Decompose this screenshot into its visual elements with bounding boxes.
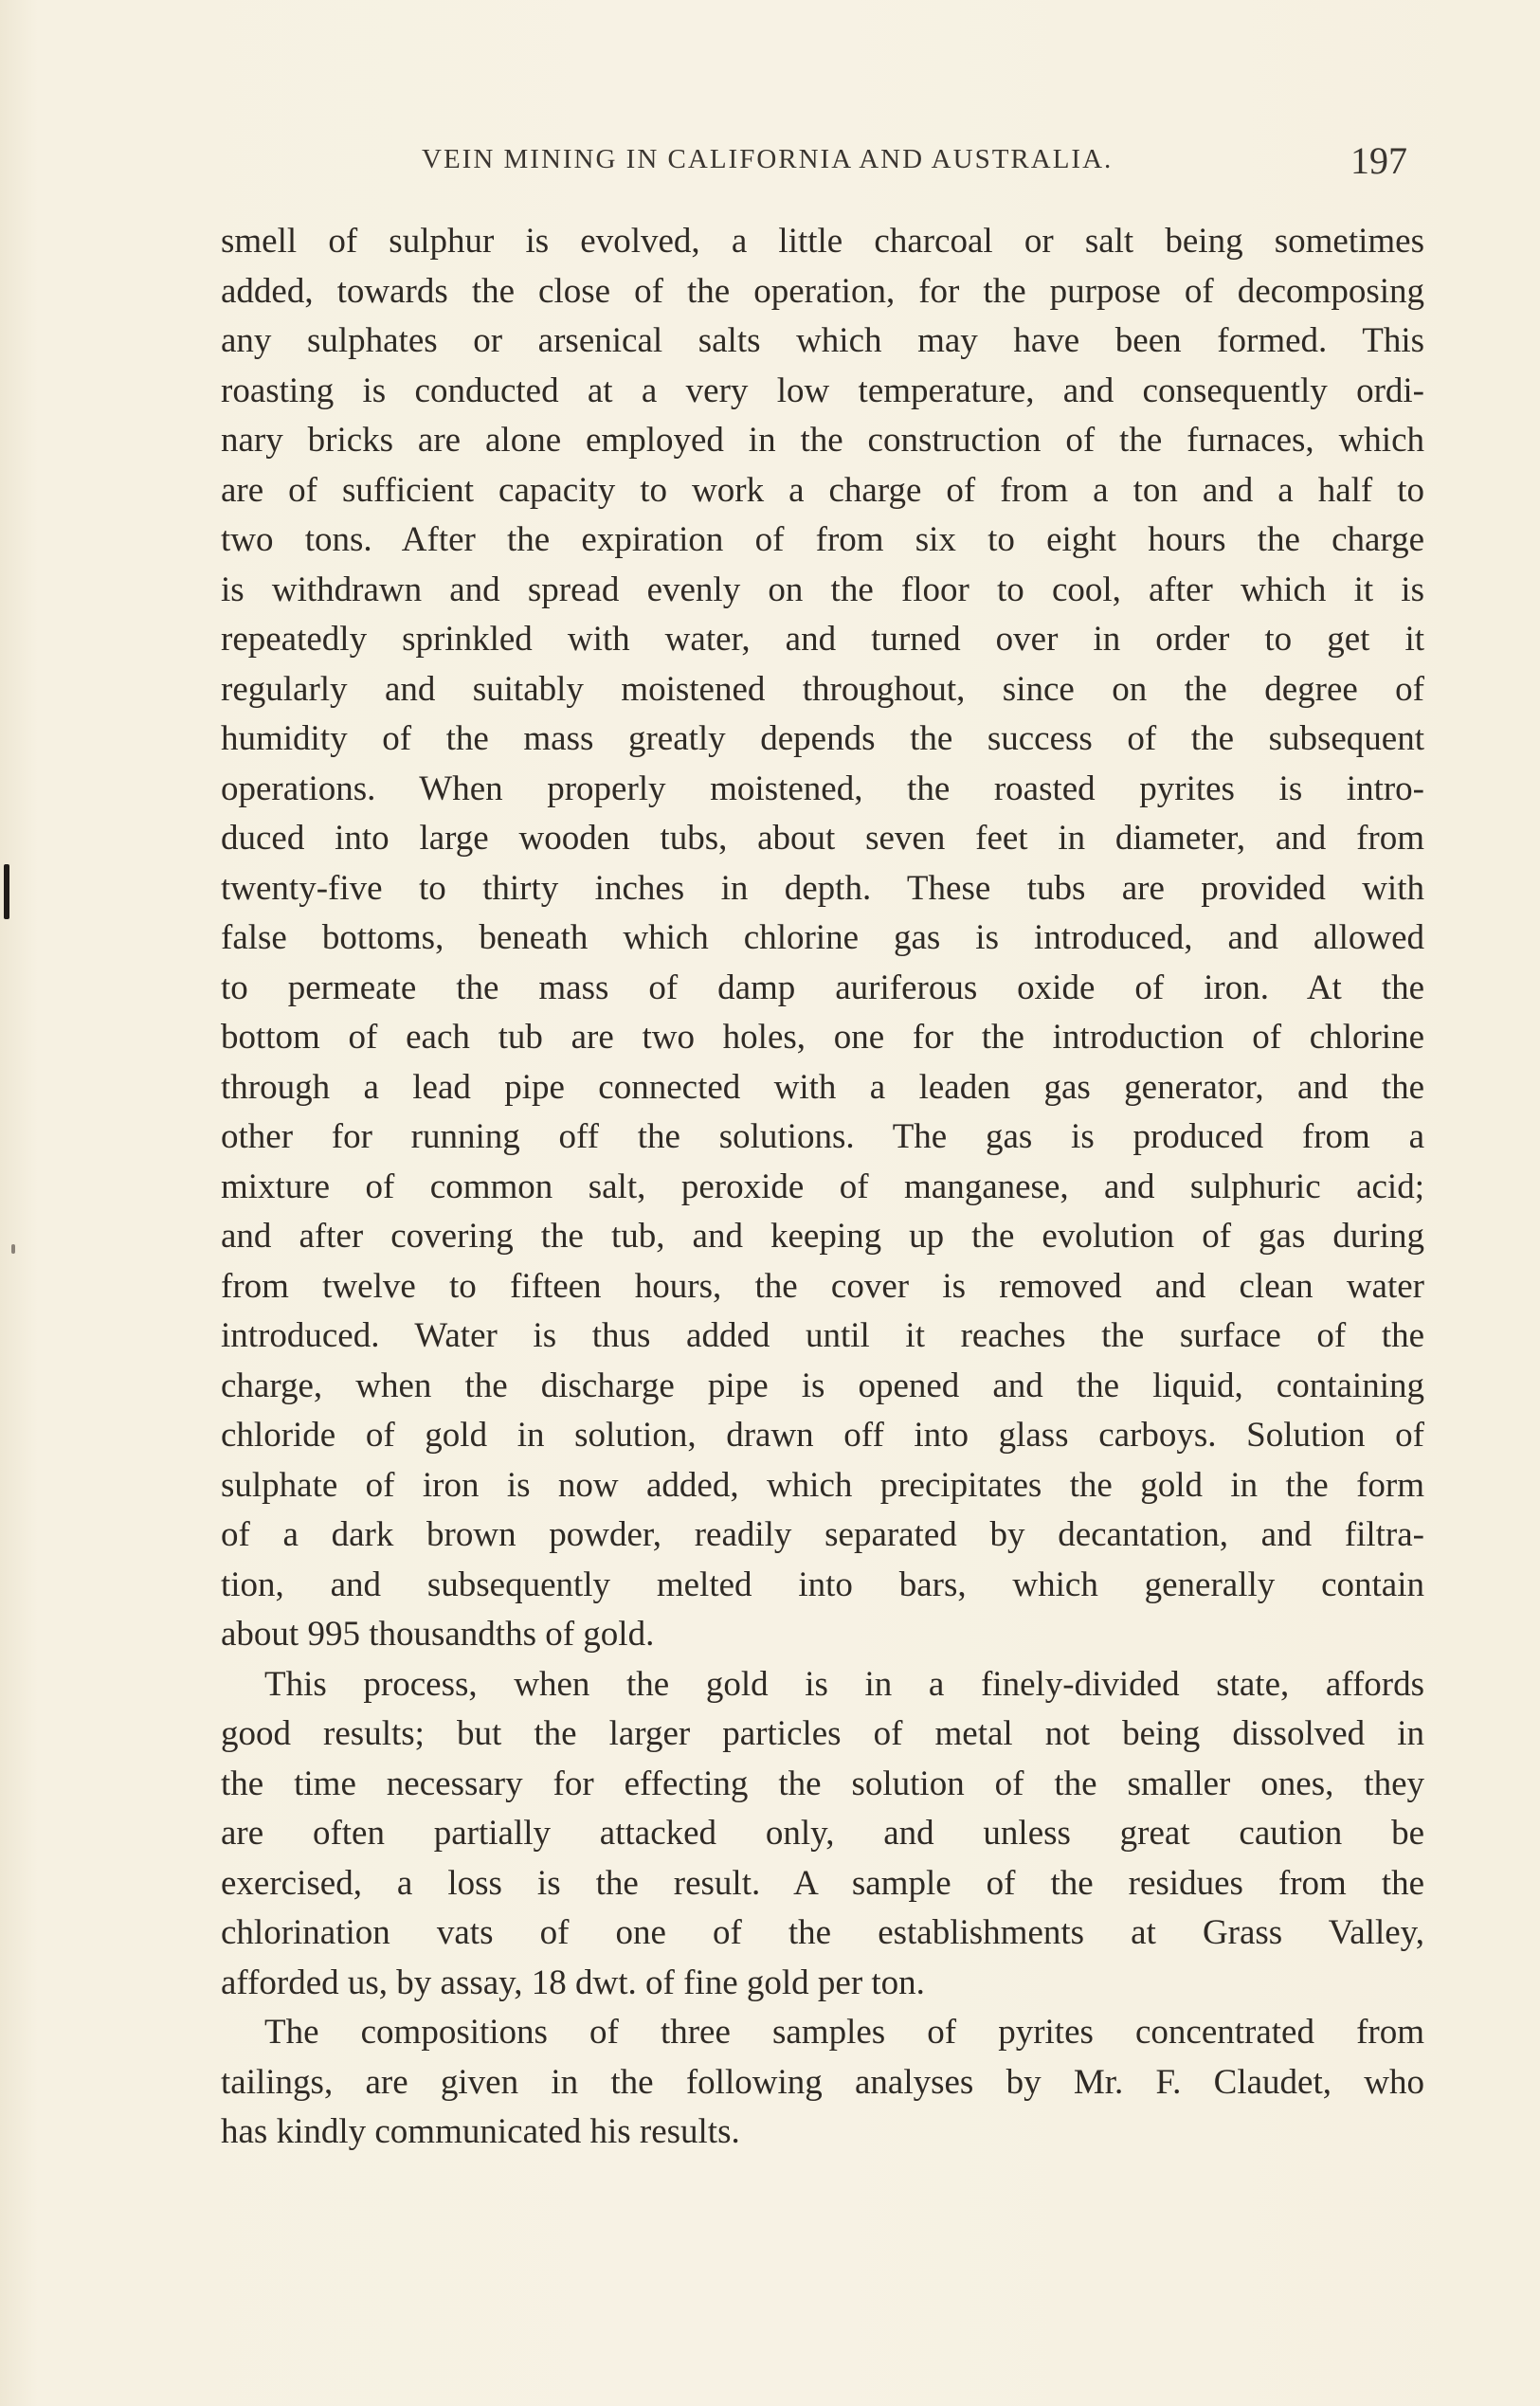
text-line: is withdrawn and spread evenly on the floor to cool, after which it is — [221, 570, 1424, 609]
text-line: good results; but the larger particles of metal not being dissolved in — [221, 1714, 1424, 1753]
text-line: sulphate of iron is now added, which precipitates the gold in the form — [221, 1465, 1424, 1505]
paragraph — [221, 217, 1424, 1660]
text-line: charge, when the discharge pipe is opened and the liquid, containing — [221, 1366, 1424, 1405]
text-line: about 995 thousandths of gold. — [221, 1615, 655, 1654]
text-line: of a dark brown powder, readily separated by decantation, and filtra- — [221, 1515, 1424, 1554]
text-line: duced into large wooden tubs, about seven feet in diameter, and from — [221, 819, 1424, 858]
text-line: twenty-five to thirty inches in depth. These tubs are provided with — [221, 868, 1424, 908]
text-line: the time necessary for effecting the solution of the smaller ones, they — [221, 1764, 1424, 1803]
text-line: mixture of common salt, peroxide of manganese, and sulphuric acid; — [221, 1167, 1424, 1206]
text-line: chlorination vats of one of the establishments at Grass Valley, — [221, 1913, 1424, 1952]
paragraph — [221, 1660, 1424, 2009]
text-line: and after covering the tub, and keeping up the evolution of gas during — [221, 1217, 1424, 1256]
text-line: repeatedly sprinkled with water, and turned over in order to get it — [221, 620, 1424, 659]
margin-ink-mark — [4, 864, 9, 919]
text-line: tailings, are given in the following analyses by Mr. F. Claudet, who — [221, 2062, 1424, 2102]
running-head: VEIN MINING IN CALIFORNIA AND AUSTRALIA. — [422, 144, 1114, 174]
text-line: other for running off the solutions. The gas is produced from a — [221, 1117, 1424, 1156]
text-line: This process, when the gold is in a finely-divided state, affords — [264, 1664, 1424, 1704]
text-line: roasting is conducted at a very low temperature, and consequently ordi- — [221, 371, 1424, 410]
text-line: humidity of the mass greatly depends the success of the subsequent — [221, 719, 1424, 758]
text-line: chloride of gold in solution, drawn off into glass carboys. Solution of — [221, 1416, 1424, 1455]
text-line: afforded us, by assay, 18 dwt. of fine gold per ton. — [221, 1963, 925, 2002]
text-line: exercised, a loss is the result. A sample of the residues from the — [221, 1863, 1424, 1903]
text-line: operations. When properly moistened, the roasted pyrites is intro- — [221, 769, 1424, 808]
text-line: any sulphates or arsenical salts which may have been formed. This — [221, 321, 1424, 360]
text-line: The compositions of three samples of pyrites concentrated from — [264, 2013, 1424, 2052]
text-line: smell of sulphur is evolved, a little charcoal or salt being sometimes — [221, 222, 1424, 261]
text-line: introduced. Water is thus added until it reaches the surface of the — [221, 1316, 1424, 1355]
text-line: added, towards the close of the operation, for the purpose of decomposing — [221, 271, 1424, 311]
text-line: two tons. After the expiration of from six to eight hours the charge — [221, 520, 1424, 559]
text-line: regularly and suitably moistened throughout, since on the degree of — [221, 669, 1424, 709]
paragraph — [221, 2008, 1424, 2158]
body-text — [221, 217, 1424, 2158]
text-line: tion, and subsequently melted into bars, which generally contain — [221, 1565, 1424, 1604]
text-line: from twelve to fifteen hours, the cover is removed and clean water — [221, 1266, 1424, 1306]
text-line: bottom of each tub are two holes, one for the introduction of chlorine — [221, 1018, 1424, 1057]
page-number: 197 — [1350, 139, 1407, 182]
text-line: false bottoms, beneath which chlorine gas is introduced, and allowed — [221, 918, 1424, 957]
text-line: has kindly communicated his results. — [221, 2112, 740, 2151]
text-line: nary bricks are alone employed in the construction of the furnaces, which — [221, 421, 1424, 460]
margin-ink-dot — [11, 1244, 15, 1254]
text-line: to permeate the mass of damp auriferous oxide of iron. At the — [221, 968, 1424, 1007]
text-line: are of sufficient capacity to work a charge of from a ton and a half to — [221, 470, 1424, 510]
text-line: are often partially attacked only, and unless great caution be — [221, 1814, 1424, 1853]
text-line: through a lead pipe connected with a leaden gas generator, and the — [221, 1067, 1424, 1107]
